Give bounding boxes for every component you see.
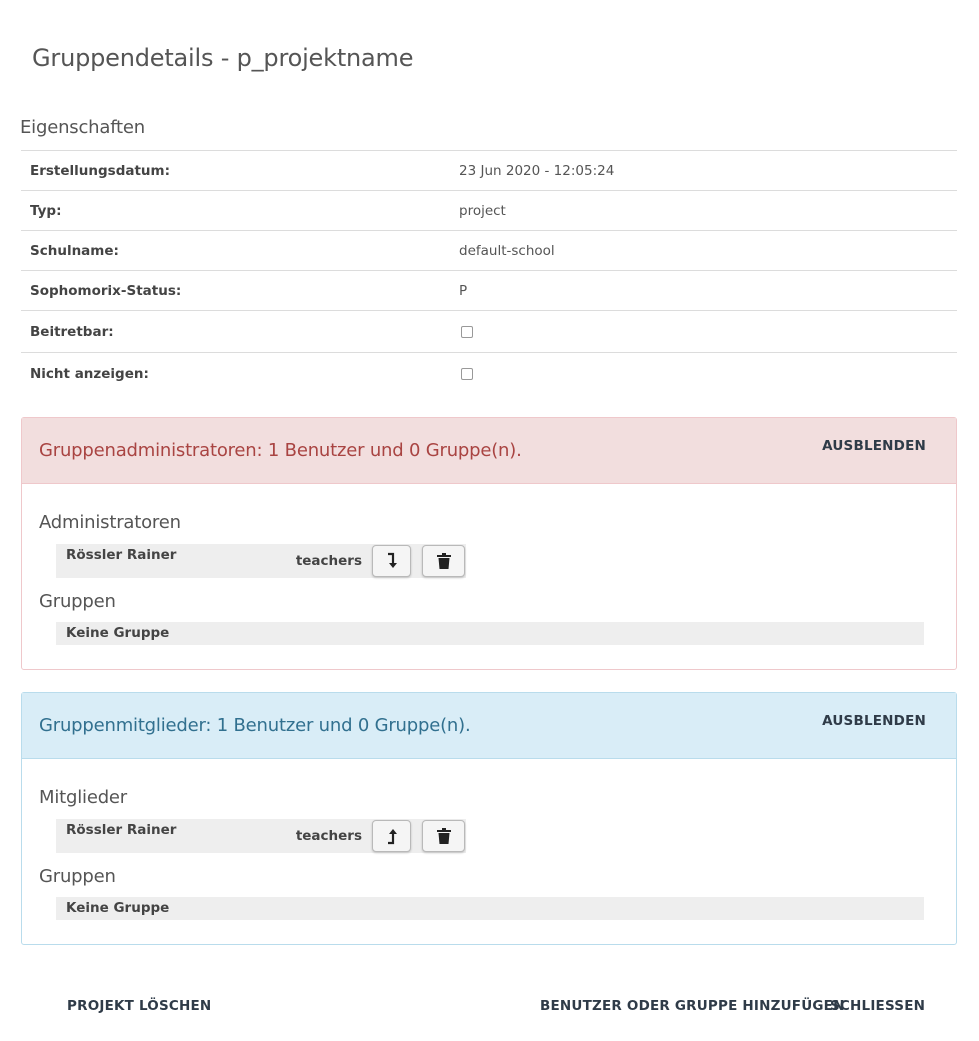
admin-user-row (56, 544, 466, 578)
property-label: Erstellungsdatum: (30, 162, 171, 179)
promote-to-admin-button[interactable] (372, 820, 411, 852)
admins-panel (21, 417, 957, 670)
property-row-school (21, 230, 957, 270)
admins-groups-heading: Gruppen (39, 591, 116, 612)
property-label: Sophomorix-Status: (30, 282, 182, 299)
member-user-name: Rössler Rainer (66, 822, 177, 838)
members-panel-header (22, 693, 956, 759)
dialog-title: Gruppendetails - p_projektname (32, 44, 414, 72)
property-row-creation-date (21, 150, 957, 190)
admin-groups-empty-text: Keine Gruppe (66, 625, 170, 641)
trash-icon (437, 553, 451, 569)
demote-to-member-button[interactable] (372, 545, 411, 577)
admin-user-name: Rössler Rainer (66, 547, 177, 563)
hidden-checkbox[interactable] (461, 368, 473, 380)
property-value: 23 Jun 2020 - 12:05:24 (459, 162, 615, 179)
members-panel (21, 692, 957, 945)
admin-groups-empty-row (56, 622, 924, 645)
admins-hide-button[interactable]: AUSBLENDEN (822, 437, 926, 454)
member-groups-empty-row (56, 897, 924, 920)
admins-panel-title: Gruppenadministratoren: 1 Benutzer und 0 Gruppe(n). (39, 440, 522, 461)
members-panel-title: Gruppenmitglieder: 1 Benutzer und 0 Gruppe(n). (39, 715, 471, 736)
property-row-joinable (21, 310, 957, 352)
admins-users-heading: Administratoren (39, 512, 181, 533)
member-user-row (56, 819, 466, 853)
delete-project-button[interactable]: PROJEKT LÖSCHEN (67, 998, 212, 1014)
arrow-up-icon (386, 827, 398, 845)
property-label: Typ: (30, 202, 62, 219)
property-value: P (459, 282, 468, 299)
remove-member-button[interactable] (422, 820, 465, 852)
members-hide-button[interactable]: AUSBLENDEN (822, 712, 926, 729)
member-groups-empty-text: Keine Gruppe (66, 900, 170, 916)
property-label: Nicht anzeigen: (30, 365, 149, 382)
arrow-down-icon (386, 552, 398, 570)
properties-table (21, 150, 957, 394)
property-label: Beitretbar: (30, 323, 114, 340)
add-user-or-group-button[interactable]: BENUTZER ODER GRUPPE HINZUFÜGEN (540, 998, 845, 1014)
joinable-checkbox[interactable] (461, 326, 473, 338)
close-button[interactable]: SCHLIESSEN (830, 998, 926, 1014)
property-value: default-school (459, 242, 555, 259)
property-value: project (459, 202, 506, 219)
property-row-hidden (21, 352, 957, 394)
admins-panel-header (22, 418, 956, 484)
members-groups-heading: Gruppen (39, 866, 116, 887)
remove-admin-button[interactable] (422, 545, 465, 577)
members-users-heading: Mitglieder (39, 787, 127, 808)
admin-user-group: teachers (295, 553, 362, 569)
trash-icon (437, 828, 451, 844)
property-label: Schulname: (30, 242, 119, 259)
property-row-sophomorix-status (21, 270, 957, 310)
property-row-type (21, 190, 957, 230)
member-user-group: teachers (295, 828, 362, 844)
properties-heading: Eigenschaften (20, 117, 145, 138)
